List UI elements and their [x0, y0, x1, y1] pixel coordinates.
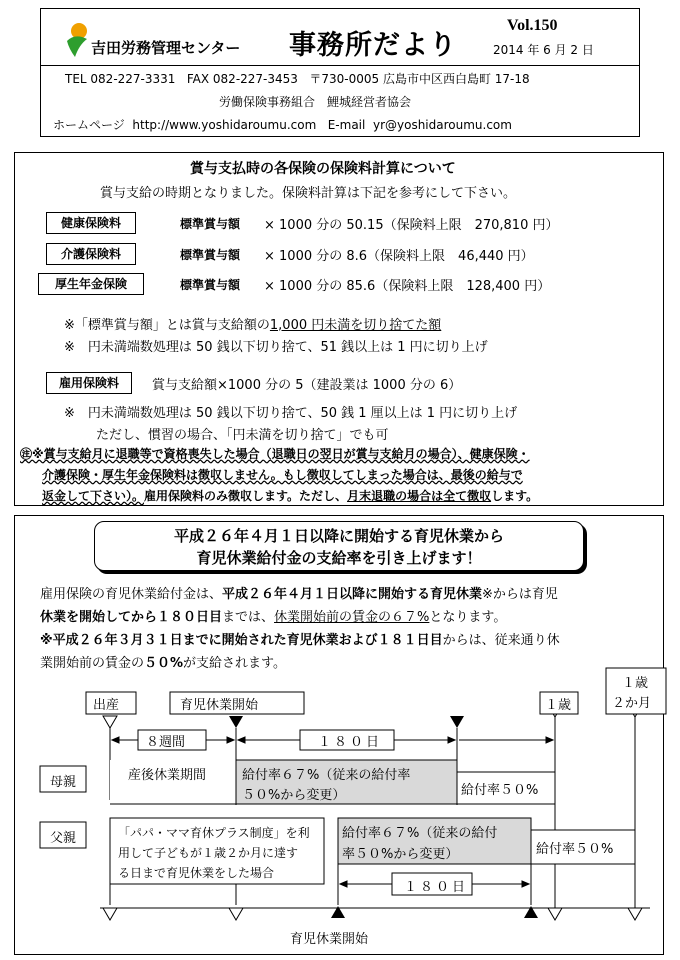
eight-weeks-label: ８週間: [146, 735, 186, 750]
volume-number: Vol.150: [507, 17, 558, 34]
warning-line-1: ㊟※賞与支給月に退職等で資格喪失した場合（退職日の翌日が賞与支給月の場合）、健康保険・: [20, 447, 530, 461]
bonus-section-title: 賞与支払時の各保険の保険料計算について: [190, 161, 456, 177]
postpartum-period-label: 産後休業期間: [128, 768, 207, 783]
web-contact: ホームページ http://www.yoshidaroumu.com E-mail yr@yoshidaroumu.com: [53, 118, 512, 132]
childcare-paragraph-4: 業開始前の賃金の５０%が支給されます。: [40, 656, 287, 671]
employment-insurance-tag: 雇用保険料: [46, 372, 132, 394]
childcare-title-line-1: 平成２６年４月１日以降に開始する育児休業から: [173, 527, 504, 545]
standard-bonus-label: 標準賞与額: [180, 217, 241, 231]
mother-rate-67-line-1: 給付率６７%（従来の給付率: [242, 768, 411, 783]
standard-bonus-label: 標準賞与額: [180, 278, 241, 292]
childcare-title-line-2: 育児休業給付金の支給率を引き上げます！: [196, 549, 482, 567]
childcare-paragraph-2: 休業を開始してから１８０日目までは、休業開始前の賃金の６７%となります。: [40, 610, 507, 625]
birth-marker-icon: [103, 716, 117, 728]
newsletter-title: 事務所だより: [289, 30, 457, 61]
warning-line-3: 返金して下さい）。雇用保険料のみ徴収します。ただし、月末退職の場合は全て徴収します。: [42, 489, 539, 503]
birth-label: 出産: [93, 698, 120, 713]
nursing-insurance-tag: 介護保険料: [46, 243, 136, 265]
note-employment-rounding: ※ 円未満端数処理は 50 銭以下切り捨て、50 銭 1 厘以上は 1 円に切り上げ: [64, 406, 518, 421]
father-rate-50: 給付率５０%: [536, 842, 614, 857]
leave-start-marker-icon: [229, 716, 243, 728]
childcare-paragraph-1: 雇用保険の育児休業給付金は、平成２６年４月１日以降に開始する育児休業※からは育児: [40, 587, 558, 602]
employment-insurance-formula: 賞与支給額×1000 分の 5（建設業は 1000 分の 6）: [152, 378, 462, 393]
note-standard-bonus: ※「標準賞与額」とは賞与支給額の1,000 円未満を切り捨てた額: [64, 318, 442, 333]
standard-bonus-label: 標準賞与額: [180, 248, 241, 262]
papa-mama-plus-line-1: 「パパ・ママ育休プラス制度」を利: [118, 826, 310, 840]
association-name: 労働保険事務組合 鯉城経営者協会: [219, 95, 412, 109]
father-label: 父親: [50, 831, 77, 846]
mother-rate-50: 給付率５０%: [461, 783, 539, 798]
mother-label: 母親: [50, 775, 77, 790]
childcare-paragraph-3: ※平成２６年３月３１日までに開始された育児休業および１８１日目からは、従来通り休: [40, 633, 560, 648]
pension-insurance-tag: 厚生年金保険: [38, 273, 144, 295]
org-name: 吉田労務管理センター: [91, 39, 241, 57]
health-insurance-tag: 健康保険料: [46, 212, 136, 234]
pension-insurance-formula: × 1000 分の 85.6（保険料上限 128,400 円）: [264, 279, 551, 294]
nursing-insurance-formula: × 1000 分の 8.6（保険料上限 46,440 円）: [264, 249, 534, 264]
age-1y2m-label-1: １歳: [622, 676, 649, 691]
bonus-intro: 賞与支給の時期となりました。保険料計算は下記を参考にして下さい。: [100, 186, 517, 201]
contact-info: TEL 082-227-3331 FAX 082-227-3453 〒730-0005 広島市中区西白島町 17-18: [65, 72, 530, 86]
note-custom: ただし、慣習の場合、「円未満を切り捨て」でも可: [96, 428, 389, 443]
warning-line-2: 介護保険・厚生年金保険料は徴収しません。もし徴収してしまった場合は、最後の給与で: [42, 468, 523, 482]
age-1-label: １歳: [545, 698, 572, 713]
age-1y2m-label-2: ２か月: [612, 696, 652, 711]
father-rate-67-line-2: 率５０%から変更）: [342, 847, 459, 862]
father-rate-67-line-1: 給付率６７%（従来の給付: [342, 826, 498, 841]
note-rounding: ※ 円未満端数処理は 50 銭以下切り捨て、51 銭以上は 1 円に切り上げ: [64, 340, 488, 355]
health-insurance-formula: × 1000 分の 50.15（保険料上限 270,810 円）: [264, 218, 559, 233]
papa-mama-plus-line-2: 用して子どもが１歳２か月に達す: [118, 846, 299, 860]
papa-mama-plus-line-3: る日まで育児休業をした場合: [118, 866, 275, 880]
father-leave-start-label: 育児休業開始: [290, 932, 369, 947]
issue-date: 2014 年 6 月 2 日: [493, 43, 594, 57]
father-days-180-label: １８０日: [404, 880, 469, 895]
leave-start-label: 育児休業開始: [180, 698, 259, 713]
days-180-label: １８０日: [318, 735, 383, 750]
mother-rate-67-line-2: ５０%から変更）: [242, 788, 346, 803]
